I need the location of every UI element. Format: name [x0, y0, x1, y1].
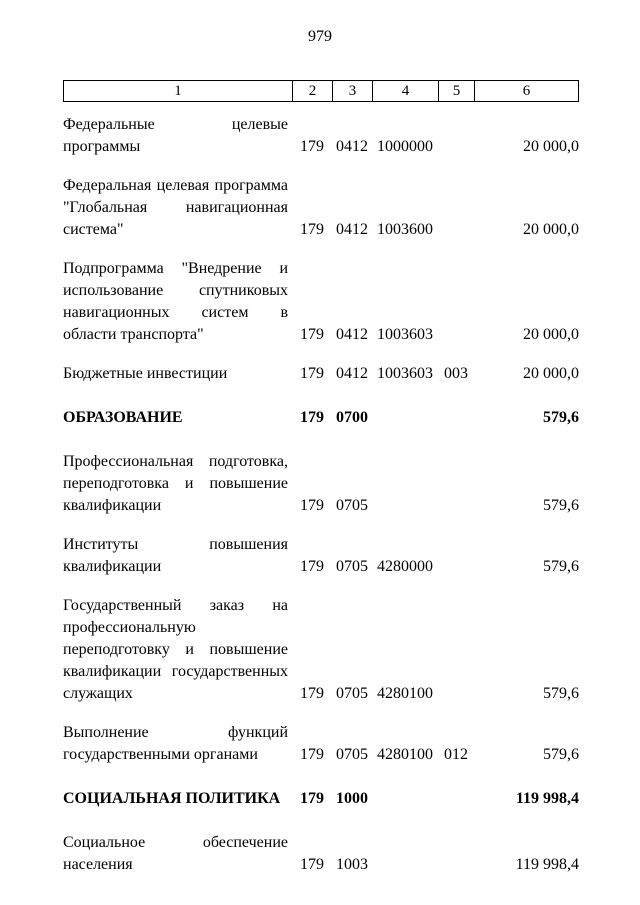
row-code-target: 4280100 [377, 746, 433, 763]
row-code-section: 1003 [336, 856, 368, 873]
row-code-chapter: 179 [300, 221, 324, 238]
row-code-chapter: 179 [300, 365, 324, 382]
row-amount: 579,6 [543, 558, 579, 575]
row-code-target: 1003603 [377, 365, 433, 382]
row-code-target: 1000000 [377, 138, 433, 155]
row-amount: 579,6 [543, 497, 579, 514]
row-code-chapter: 179 [300, 326, 324, 343]
table-row [63, 258, 579, 346]
row-code-chapter: 179 [300, 746, 324, 763]
table-row [63, 175, 579, 241]
header-col-3: 3 [332, 80, 372, 102]
table-row [63, 114, 579, 158]
table-row [63, 451, 579, 517]
row-code-section: 0412 [336, 326, 368, 343]
row-code-chapter: 179 [300, 138, 324, 155]
row-amount: 579,6 [543, 685, 579, 702]
header-col-1: 1 [63, 80, 292, 102]
header-col-6: 6 [474, 80, 579, 102]
row-code-section: 0705 [336, 685, 368, 702]
table-row [63, 363, 579, 385]
header-col-5: 5 [438, 80, 474, 102]
row-code-target: 4280100 [377, 685, 433, 702]
table-body [63, 114, 579, 876]
row-code-chapter: 179 [300, 497, 324, 514]
row-amount: 579,6 [543, 409, 579, 426]
row-code-section: 0705 [336, 746, 368, 763]
table-row-section [63, 788, 579, 810]
row-code-chapter: 179 [300, 558, 324, 575]
row-name: Институты повышения квалификации [63, 536, 288, 575]
row-amount: 579,6 [543, 746, 579, 763]
table-row [63, 832, 579, 876]
row-amount: 119 998,4 [515, 790, 579, 807]
table-header-row [63, 80, 579, 102]
row-name: Профессиональная подготовка, переподготовка и повышение квалификации [63, 453, 288, 514]
row-name: Подпрограмма "Внедрение и использование спутниковых навигационных систем в области транспорта" [63, 260, 288, 343]
row-code-section: 0705 [336, 558, 368, 575]
row-code-section: 0412 [336, 365, 368, 382]
header-col-2: 2 [292, 80, 332, 102]
row-code-type: 003 [444, 365, 468, 382]
row-code-type: 012 [444, 746, 468, 763]
row-code-target: 1003603 [377, 326, 433, 343]
row-name: СОЦИАЛЬНАЯ ПОЛИТИКА [63, 790, 281, 807]
row-code-chapter: 179 [300, 685, 324, 702]
row-name: Выполнение функций государственными органами [63, 724, 288, 763]
header-col-4: 4 [372, 80, 438, 102]
table-row [63, 595, 579, 705]
row-name: Федеральная целевая программа "Глобальная навигационная система" [63, 177, 288, 238]
row-amount: 119 998,4 [515, 856, 579, 873]
budget-table [63, 80, 579, 876]
row-name: Бюджетные инвестиции [63, 365, 228, 382]
table-row-section [63, 407, 579, 429]
row-amount: 20 000,0 [523, 221, 579, 238]
row-amount: 20 000,0 [523, 326, 579, 343]
row-amount: 20 000,0 [523, 365, 579, 382]
row-code-section: 0700 [336, 409, 368, 426]
row-name: ОБРАЗОВАНИЕ [63, 409, 183, 426]
row-code-section: 0412 [336, 221, 368, 238]
page-number: 979 [308, 28, 332, 45]
table-row [63, 534, 579, 578]
row-name: Федеральные целевые программы [63, 116, 288, 155]
row-code-section: 0705 [336, 497, 368, 514]
row-code-chapter: 179 [300, 856, 324, 873]
row-name: Государственный заказ на профессиональную переподготовку и повышение квалификации государственных служащих [63, 597, 288, 702]
row-amount: 20 000,0 [523, 138, 579, 155]
row-name: Социальное обеспечение населения [63, 834, 288, 873]
table-row [63, 722, 579, 766]
row-code-section: 0412 [336, 138, 368, 155]
row-code-chapter: 179 [300, 409, 324, 426]
row-code-section: 1000 [336, 790, 368, 807]
row-code-chapter: 179 [300, 790, 324, 807]
row-code-target: 4280000 [377, 558, 433, 575]
row-code-target: 1003600 [377, 221, 433, 238]
